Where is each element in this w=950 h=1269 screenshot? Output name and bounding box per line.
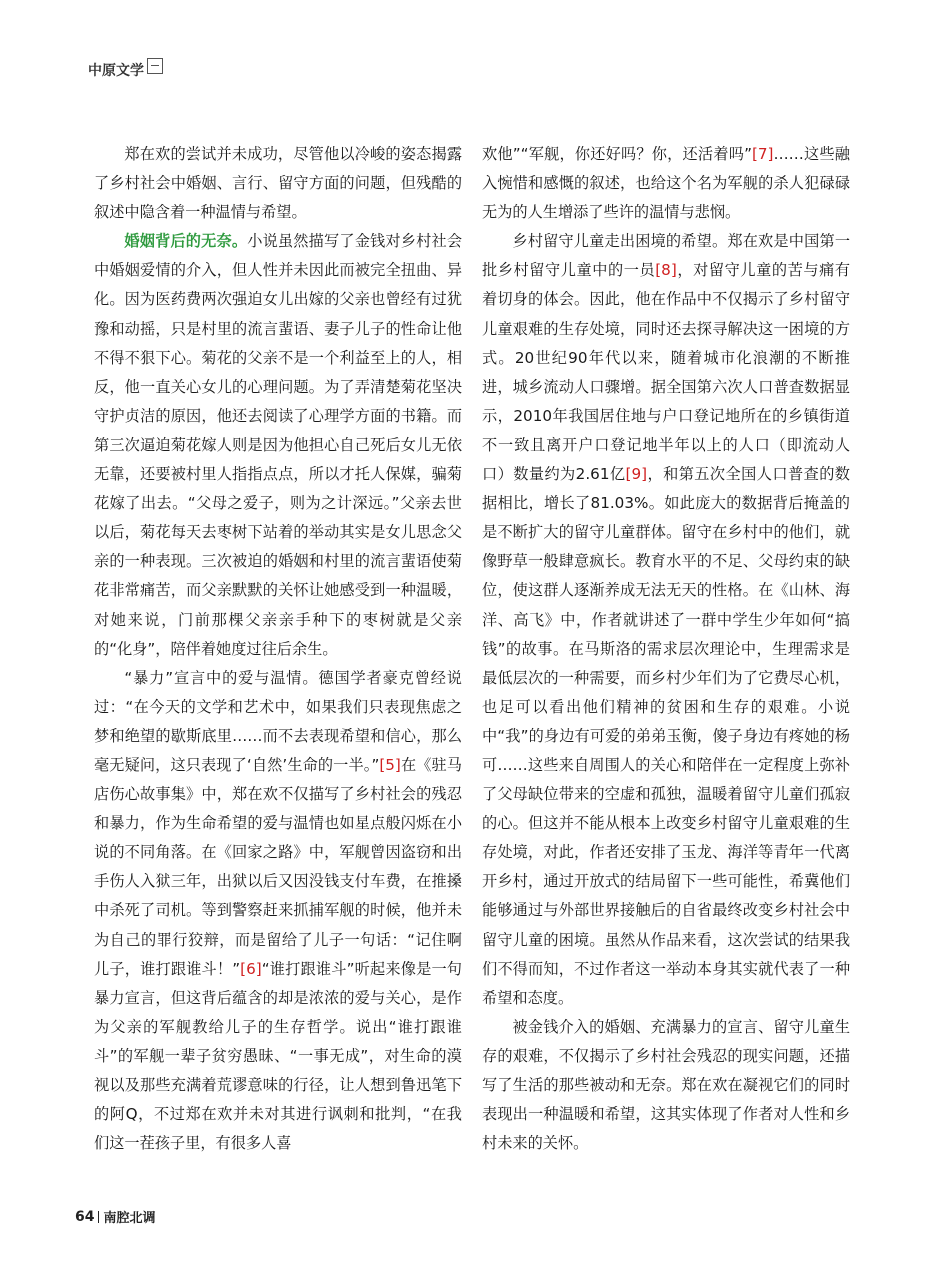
paragraph-continued-text-a: 欢他”“军舰，你还好吗？你，还活着吗” [482,145,752,163]
paragraph-children-text-c: ，和第五次全国人口普查的数据相比，增长了81.03%。如此庞大的数据背后掩盖的是不断扩大的留守儿童群体。留守在乡村中的他们，就像野草一般肆意疯长。教育水平的不足、父母约束的缺位，使这群人逐渐养成无法无天的性格。在《山林、海洋、高飞》中，作者就讲述了一群中学生少年如何“搞钱”的故事。在马斯洛的需求层次理论中，生理需求是最低层次的一种需要，而乡村少年们为了它费尽心机，也足可以看出他们精神的贫困和生存的艰难。小说中“我”的身边有可爱的弟弟玉衡，傻子身边有疼她的杨可……这些来自周围人的关心和陪伴在一定程度上弥补了父母缺位带来的空虚和孤独，温暖着留守儿童们孤寂的心。但这并不能从根本上改变乡村留守儿童艰难的生存处境，对此，作者还安排了玉龙、海洋等青年一代离开乡村，通过开放式的结局留下一些可能性，希冀他们能够通过与外部世界接触后的自省最终改变乡村社会中留守儿童的困境。虽然从作品来看，这次尝试的结果我们不得而知，不过作者这一举动本身其实就代表了一种希望和态度。 [482,465,850,1007]
paragraph-marriage [94,227,462,663]
citation-ref-7: [7] [751,145,774,163]
citation-ref-8: [8] [655,261,677,280]
section-name: 南腔北调 [103,1211,156,1226]
paragraph-violence-text-b: 在《驻马店伤心故事集》中，郑在欢不仅描写了乡村社会的残忍和暴力，作为生命希望的爱与温情也如星点般闪烁在小说的不同角落。在《回家之路》中，军舰曾因盗窃和出手伤人入狱三年，出狱以后又因没钱支付车费，在推搡中杀死了司机。等到警察赶来抓捕军舰的时候，他并未为自己的罪行狡辩，而是留给了儿子一句话：“记住啊儿子，谁打跟谁斗！” [94,755,462,978]
paragraph-children-text-b: ，对留守儿童的苦与痛有着切身的体会。因此，他在作品中不仅揭示了乡村留守儿童艰难的生存处境，同时还去探寻解决这一困境的方式。20世纪90年代以来，随着城市化浪潮的不断推进，城乡流动人口骤增。据全国第六次人口普查数据显示，2010年我国居住地与户口登记地所在的乡镇街道不一致且离开户口登记地半年以上的人口（即流动人口）数量约为2.61亿 [482,261,851,484]
paragraph-marriage-body: 小说虽然描写了金钱对乡村社会中婚姻爱情的介入，但人性并未因此而被完全扭曲、异化。因为医药费两次强迫女儿出嫁的父亲也曾经有过犹豫和动摇，只是村里的流言蜚语、妻子儿子的性命让他不得不狠下心。菊花的父亲不是一个利益至上的人，相反，他一直关心女儿的心理问题。为了弄清楚菊花坚决守护贞洁的原因，他还去阅读了心理学方面的书籍。而第三次逼迫菊花嫁人则是因为他担心自己死后女儿无依无靠，还要被村里人指指点点，所以才托人保媒，骗菊花嫁了出去。“父母之爱子，则为之计深远。”父亲去世以后，菊花每天去枣树下站着的举动其实是女儿思念父亲的一种表现。三次被迫的婚姻和村里的流言蜚语使菊花非常痛苦，而父亲默默的关怀让她感受到一种温暖，对她来说，门前那棵父亲亲手种下的枣树就是父亲的“化身”，陪伴着她度过往后余生。 [94,232,463,658]
page-number: 64 [75,1208,95,1225]
paragraph-intro: 郑在欢的尝试并未成功，尽管他以冷峻的姿态揭露了乡村社会中婚姻、言行、留守方面的问题，但残酷的叙述中隐含着一种温情与希望。 [94,145,462,222]
journal-title: 中原文学 [88,63,144,79]
left-column [94,140,462,1158]
paragraph-left-behind-children [482,227,850,1013]
paragraph-violence-text-c: “谁打跟谁斗”听起来像是一句暴力宣言，但这背后蕴含的却是浓浓的爱与关心，是作为父亲的军舰教给儿子的生存哲学。说出“谁打跟谁斗”的军舰一辈子贫穷愚昧、“一事无成”，对生命的漠视以及那些充满着荒谬意味的行径，让人想到鲁迅笔下的阿Q，不过郑在欢并未对其进行讽刺和批判，“在我们这一茬孩子里，有很多人喜 [94,959,462,1153]
paragraph-conclusion: 被金钱介入的婚姻、充满暴力的宣言、留守儿童生存的艰难，不仅揭示了乡村社会残忍的现实问题，还描写了生活的那些被动和无奈。郑在欢在凝视它们的同时表现出一种温暖和希望，这其实体现了作者对人性和乡村未来的关怀。 [482,1017,850,1153]
citation-ref-9: [9] [625,465,648,484]
journal-logo-icon [147,58,163,74]
paragraph-continued-text-b: ……这些融入惋惜和感慨的叙述，也给这个名为军舰的杀人犯碌碌无为的人生增添了些许的温情与悲悯。 [482,145,850,222]
right-column [482,140,850,1158]
citation-ref-6: [6] [240,959,262,978]
footer-divider [98,1211,99,1223]
paragraph-children-text-a: 乡村留守儿童走出困境的希望。郑在欢是中国第一批乡村留守儿童中的一员 [482,232,850,280]
journal-header [88,60,163,80]
section-heading-marriage: 婚姻背后的无奈。 [124,232,248,251]
paragraph-continued [482,140,850,227]
paragraph-violence [94,664,462,1159]
citation-ref-5: [5] [379,755,401,774]
page-footer [75,1207,156,1226]
paragraph-violence-text-a: “暴力”宣言中的爱与温情。德国学者豪克曾经说过：“在今天的文学和艺术中，如果我们只表现焦虑之梦和绝望的歇斯底里……而不去表现希望和信心，那么毫无疑问，这只表现了‘自然’生命的一半。” [94,668,462,774]
